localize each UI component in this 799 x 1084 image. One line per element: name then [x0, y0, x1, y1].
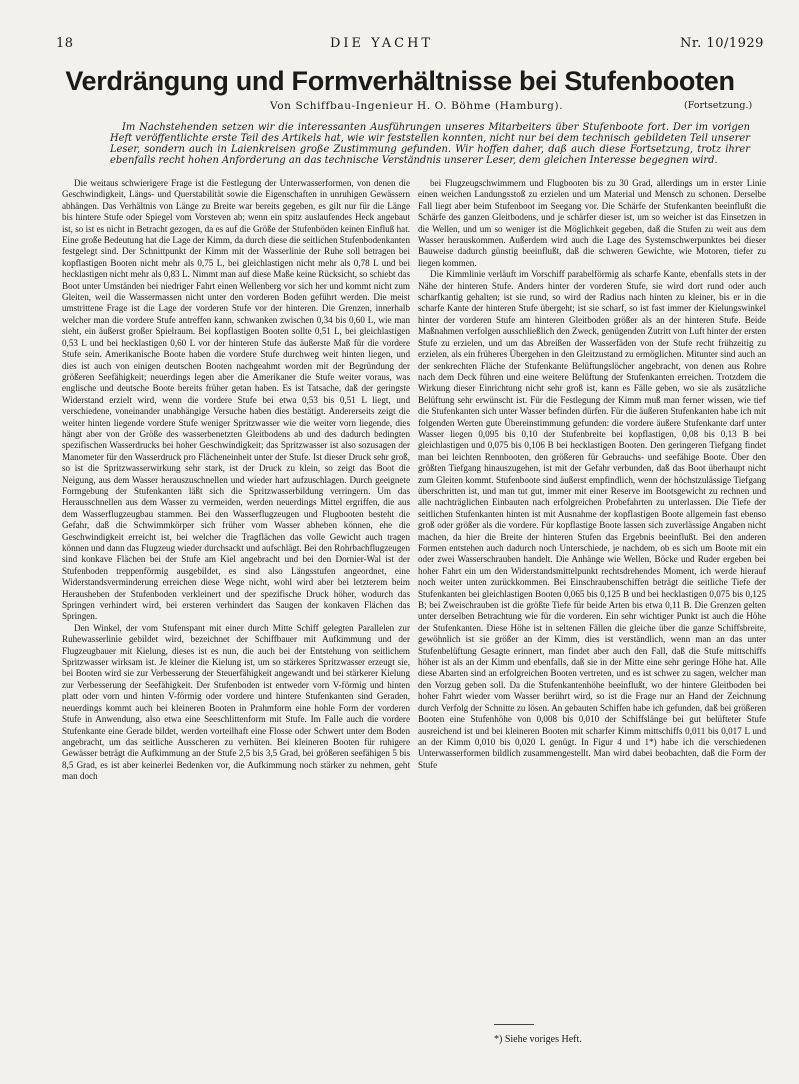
paragraph: bei Flugzeugschwimmern und Flugbooten bis zu 30 Grad, allerdings um in erster Linie einen weichen Landungsstoß zu erzielen und um Material und Mensch zu schonen. Derselbe Fall liegt aber beim Stufenboot im Seegang vor. Die Schärfe der Stufenkanten beeinflußt die Schärfe des ganzen Gleitbodens, und je schärfer dieser ist, um so weicher ist das Einsetzen in die Wellen, und um so weniger ist die Möglichkeit gegeben, daß die Stufen zu weit aus dem Wasser herauskommen. Außerdem wird auch die Lage des Systemschwerpunktes bei dieser Bauweise dadurch günstig beeinflußt, daß die schweren Gewichte, wie Motoren, tiefer zu liegen kommen. [418, 178, 766, 268]
article-intro: Im Nachstehenden setzen wir die interessanten Ausführungen unseres Mitarbeiters über Stufenboote fort. Der im vorigen Heft veröffentlichte erste Teil des Artikels hat, wie wir feststellen konnten, nicht nur bei dem technisch gebildeten Teil unserer Leser, sondern auch in Laienkreisen große Zustimmung gefunden. Wir hoffen daher, daß auch diese Fortsetzung, trotz ihrer ebenfalls recht hohen Anforderung an das technische Verständnis unserer Leser, dem gleichen Interesse begegnen wird. [110, 122, 750, 167]
footnote-rule [494, 1024, 534, 1025]
paragraph: Den Winkel, der vom Stufenspant mit einer durch Mitte Schiff gelegten Parallelen zur Ruhewasserlinie gebildet wird, bezeichnet der Schiffbauer mit Aufkimmung und der Flugzeugbauer mit Kielung, dieses ist es nun, die auch bei der Entstehung von seitlichem Spritzwasser wirksam ist. Je kleiner die Kielung ist, um so stärkeres Spritzwasser erzeugt sie, bei Booten wird sie zur Verbesserung der Steuerfähigkeit angewandt und bei stärkerer Kielung zur Verbesserung der Seefähigkeit. Der Stufenboden ist entweder vorn V-förmig und hinten platt oder vorn und hinten V-förmig oder vordere und hintere Stufenkanten sind Geraden, neuerdings kommt auch bei kleineren Booten in Prahmform eine hohle Form der vorderen Stufe in Anwendung, also etwa eine Seeschlittenform mit Stufe. Im Falle auch die vordere Stufenkante eine Gerade bildet, werden vorteilhaft eine Flosse oder Schwert unter dem Boden angebracht, um das seitliche Ausscheren zu verhüten. Bei kleineren Booten für ruhigere Gewässer beträgt die Aufkimmung an der Stufe 2,5 bis 3,5 Grad, bei größeren seefähigen 5 bis 8,5 Grad, es ist aber keinerlei Bedenken vor, die Aufkimmung noch stärker zu nehmen, geht man doch [62, 622, 410, 782]
issue-number: Nr. 10/1929 [680, 36, 764, 51]
right-column [418, 178, 766, 771]
paragraph: Die weitaus schwierigere Frage ist die Festlegung der Unterwasserformen, von denen die Geschwindigkeit, Längs- und Querstabilität sowie die Eigenschaften in unruhigen Gewässern abhängen. Das Verhältnis von Länge zu Breite war bereits gegeben, es gilt nur für die Länge bis hintere Stufe oder Spiegel vom Vorsteven ab; wenn ein spitz auslaufendes Heck angebaut ist, so ist es nicht in Betracht gezogen, da es auf die Größe der Stufenböden keinen Einfluß hat. Eine große Bedeutung hat die Lage der Kimm, da durch diese die seitlichen Stufenbodenkanten festgelegt sind. Der Schnittpunkt der Kimm mit der Wasserlinie der Ruhe soll betragen bei kopflastigen Booten nicht mehr als 0,75 L, bei gleichlastigen nicht mehr als 0,78 L und bei hecklastigen nicht mehr als 0,83 L. Nimmt man auf diese Maße keine Rücksicht, so schiebt das Boot unter Umständen bei niedriger Fahrt einen Wellenberg vor sich her und kommt nicht zum Gleiten, weil die Wassermassen nicht unter den vorderen Boden geführt werden. Die meist umstrittene Frage ist die Lage der vorderen Stufe vor der hinteren. Die Grenzen, innerhalb welcher man die vordere Stufe antreffen kann, schwanken zwischen 0,34 bis 0,60 L, wie man sieht, ein äußerst großer Spielraum. Bei kopflastigen Booten sollte 0,51 L, bei gleichlastigen 0,53 L und bei hecklastigen 0,60 L vor der hinteren Stufe das äußerste Maß für die vordere Stufe sein. Amerikanische Boote haben die vordere Stufe durchweg weit hinten liegen, und dies ist auch von einigen deutschen Booten nachgeahmt worden mit der Begründung der größeren Seefähigkeit; neuerdings legen aber die Amerikaner die Stufe weiter voraus, was englische und deutsche Boote bereits früher getan haben. Es ist Tatsache, daß der geringste Widerstand erzielt wird, wenn die vordere Stufe bei etwa 0,53 bis 0,51 L liegt, und verschiedene, voneinander unabhängige Versuche haben dies bestätigt. Andererseits zeigt die weiter hinten liegende vordere Stufe weniger Spritzwasser wie die weiter vorn liegende, dies hängt aber von der Größe des wasserbenetzten Gleitbodens ab und des dadurch bedingten spezifischen Wasserdrucks bei hoher Geschwindigkeit; das Spritzwasser ist also sozusagen der Manometer für den Wasserdruck pro Flächeneinheit unter der Stufe. Ist dieser Druck sehr groß, so ist die Spritzwasserwirkung sehr stark, ist der Druck zu klein, so zeigt das Boot die Neigung, aus dem Wasser herauszuschnellen und wieder hart aufzuschlagen. Durch geeignete Formgebung der Stufenkanten läßt sich die Spritzwasserbildung verringern. Um das Herausschnellen aus dem Wasser zu vermeiden, werden neuerdings Mittel ergriffen, die aus dem Wasserflugzeugbau stammen. Bei den Wasserflugzeugen und Flugbooten besteht die Gefahr, daß die Schwimmkörper sich früher vom Wasser abheben können, ehe die Geschwindigkeit erreicht ist, bei welcher die Tragflächen das volle Gewicht auch tragen können und dann das Flugzeug wieder durchsackt und aufschlägt. Bei den Rohrbachflugzeugen sind konkave Flächen bei der Stufe am Kiel angebracht und bei den Dornier-Wal ist der Stufenboden treppenförmig ausgebildet, es sind also Längsstufen angeordnet, eine Widerstandsverminderung erreichen diese Wege nicht, wohl wird aber bei letzterem beim Herausheben der Stufenboden verkleinert und der spezifische Druck höher, wodurch das Springen verhindert wird, bei ersteren verhindert das Saugen der konkaven Flächen das Springen. [62, 178, 410, 622]
continuation-note: (Fortsetzung.) [684, 100, 753, 111]
paragraph: Die Kimmlinie verläuft im Vorschiff parabelförmig als scharfe Kante, ebenfalls stets in der Nähe der hinteren Stufe. Anders hinter der vorderen Stufe, sie wird dort rund oder auch scharfkantig gehalten; ist sie rund, so wird der Radius nach hinten zu kleiner, bis er in die scharfe Kante der hinteren Stufe übergeht; ist sie scharf, so ist fast immer der Kielungswinkel hinter der vorderen Stufe am hinteren Gleitboden größer als an der hinteren Stufe. Beide Maßnahmen verfolgen ausschließlich den Zweck, genügenden Zutritt von Luft hinter der ersten Stufe zu erzielen, und um das Abreißen der Wasserfäden von der Stufe recht frühzeitig zu erzielen, als ein früheres Übergehen in den Gleitzustand zu ermöglichen. Mitunter sind auch an der senkrechten Fläche der Stufenkante Belüftungslöcher angebracht, von denen aus Rohre nach dem Deck führen und eine weitere Belüftung der Stufenkanten erreichen. Trotzdem die Wirkung dieser Einrichtung nicht sehr groß ist, kann es Fälle geben, wo sie als zusätzliche Belüftung sehr erwünscht ist. Für die Festlegung der Kimm muß man ferner wissen, wie tief die Stufenkanten sich unter Wasser befinden dürfen. Für die äußeren Stufenkanten habe ich mit folgenden Werten gute Übereinstimmung gefunden: die vordere äußere Stufenkante darf unter Wasser liegen 0,095 bis 0,10 der Stufenbreite bei kopflastigen, 0,08 bis 0,13 B bei gleichlastigen und 0,075 bis 0,106 B bei hecklastigen Booten. Den geringeren Tiefgang findet man bei leichten Rennbooten, den größeren für Gebrauchs- und seefähige Boote. Über den größten Tiefgang hinauszugehen, ist mit der Gefahr verbunden, daß das Boot überhaupt nicht zum Gleiten kommt. Stufenboote sind äußerst empfindlich, wenn der höchstzulässige Tiefgang überschritten ist, und man tut gut, immer mit einer Reserve im Bootsgewicht zu rechnen und alle nachträglichen Einbauten nach erfolgreichen Probefahrten zu unterlassen. Die Tiefe der seitlichen Stufenkanten hinten ist mit Ausnahme der kopflastigen Boote allgemein fast ebenso groß oder größer als die vordere. Für kopflastige Boote lassen sich zuverlässige Angaben nicht machen, da hier die Breite der hinteren Stufen das Ergebnis beeinflußt. Bei den anderen Formen entstehen auch dadurch noch Unterschiede, je nachdem, ob es sich um Boote mit ein oder zwei Wasserschrauben handelt. Die Anhänge wie Wellen, Böcke und Ruder ergeben bei hoher Fahrt ein um den Widerstandsmittelpunkt rechtsdrehendes Moment, ich werde hierauf noch weiter unten zurückkommen. Bei Einschraubenschiffen beträgt die seitliche Tiefe der Stufenkanten bei gleichlastigen Booten 0,065 bis 0,125 B und bei hecklastigen 0,075 bis 0,125 B; bei Zweischrauben ist die größte Tiefe für beide Arten bis etwa 0,11 B. Die Grenzen gelten unter derselben Betrachtung wie für die vorderen. Ein sehr wichtiger Punkt ist auch die Höhe der Stufenkanten. Diese Höhe ist in seltenen Fällen die gleiche über die ganze Schiffsbreite, gewöhnlich ist sie größer an der Kimm, dies ist verständlich, wenn man an das unter Stufenbelüftung Gesagte erinnert, man findet aber auch den Fall, daß die Stufe mittschiffs höher ist als an der Kimm und ebenfalls, daß sie in der Mitte eine sehr geringe Höhe hat. Alle diese Abarten sind an erfolgreichen Booten vertreten, und es ist schwer zu sagen, welcher man den Vorzug geben soll. Da die Stufenkantenhöhe beeinflußt, wo der hintere Gleitboden bei hoher Fahrt wieder vom Wasser berührt wird, so ist die Frage nur an Hand der Zeichnung durch Verfolg der Schnitte zu lösen. An gebauten Schiffen habe ich gefunden, daß bei größeren Booten eine Stufenhöhe von 0,008 bis 0,010 der Schiffslänge bei gut belüfteter Stufe ausreichend ist und bei kleineren Booten mit scharfer Kimm mittschiffs 0,011 bis 0,017 L und an der Kimm 0,010 bis 0,020 L genügt. In Figur 4 und 1*) habe ich die verschiedenen Unterwasserformen bildlich zusammengestellt. Man wird dabei beobachten, daß die Form der Stufe [418, 269, 766, 770]
journal-name: DIE YACHT [330, 36, 434, 51]
left-column [62, 178, 410, 783]
page-number: 18 [56, 36, 74, 51]
article-title: Verdrängung und Formverhältnisse bei Stufenbooten [65, 66, 735, 96]
footnote: *) Siehe voriges Heft. [494, 1034, 582, 1045]
article-byline: Von Schiffbau-Ingenieur H. O. Böhme (Hamburg). [270, 100, 564, 112]
